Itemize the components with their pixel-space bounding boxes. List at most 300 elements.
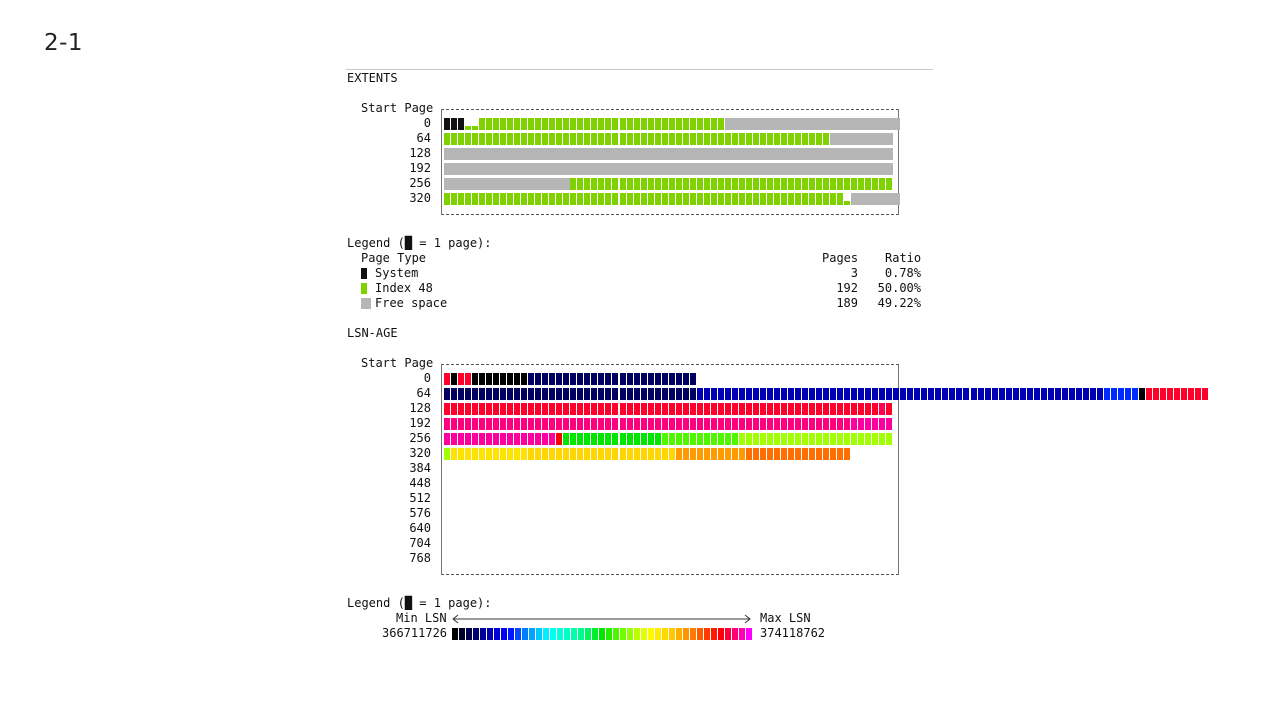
lsn-page-cell <box>816 418 822 430</box>
start-page-label: 448 <box>409 476 431 490</box>
index-page <box>795 133 801 145</box>
lsn-page-cell <box>507 418 513 430</box>
lsn-page-cell <box>886 418 892 430</box>
lsn-page-cell <box>641 433 647 445</box>
legend-item-ratio: 49.22% <box>877 296 921 310</box>
lsn-page-cell <box>802 388 808 400</box>
lsn-page-cell <box>900 388 906 400</box>
lsn-page-cell <box>458 373 464 385</box>
lsn-legend-min-label: Min LSN <box>396 611 447 625</box>
index-page <box>802 178 808 190</box>
index-page <box>577 118 583 130</box>
lsn-page-cell <box>479 388 485 400</box>
index-page <box>697 133 703 145</box>
lsn-page-cell <box>816 433 822 445</box>
index-page <box>662 193 668 205</box>
lsn-page-cell <box>816 448 822 460</box>
lsn-page-cell <box>627 388 633 400</box>
lsn-page-cell <box>542 448 548 460</box>
legend-item-pages: 192 <box>836 281 858 295</box>
lsn-page-cell <box>697 403 703 415</box>
lsn-page-cell <box>648 433 654 445</box>
lsn-page-cell <box>556 403 562 415</box>
lsn-page-cell <box>872 418 878 430</box>
lsn-page-cell <box>978 388 984 400</box>
lsn-page-cell <box>542 388 548 400</box>
lsn-page-cell <box>690 433 696 445</box>
lsn-page-cell <box>458 403 464 415</box>
index-page <box>823 193 829 205</box>
lsn-page-cell <box>549 403 555 415</box>
index-page <box>718 118 724 130</box>
index-page <box>872 178 878 190</box>
lsn-page-cell <box>795 388 801 400</box>
lsn-gradient-swatch <box>676 628 682 640</box>
lsn-page-cell <box>872 433 878 445</box>
lsn-page-cell <box>704 448 710 460</box>
index-page <box>725 193 731 205</box>
lsn-page-cell <box>851 403 857 415</box>
index-page <box>746 133 752 145</box>
index-page <box>844 178 850 190</box>
index-page <box>627 118 633 130</box>
lsn-page-cell <box>1104 388 1110 400</box>
lsn-page-cell <box>760 418 766 430</box>
lsn-gradient-swatch <box>683 628 689 640</box>
index-page <box>816 178 822 190</box>
lsn-page-cell <box>669 388 675 400</box>
lsn-page-cell <box>648 448 654 460</box>
lsn-gradient-swatch <box>620 628 626 640</box>
lsn-page-cell <box>1020 388 1026 400</box>
lsn-page-cell <box>521 448 527 460</box>
index-page <box>732 133 738 145</box>
lsn-page-cell <box>577 373 583 385</box>
lsn-page-cell <box>584 403 590 415</box>
index-page <box>634 193 640 205</box>
lsn-page-cell <box>753 433 759 445</box>
extents-legend-col-pages: Pages <box>822 251 859 265</box>
lsn-page-cell <box>444 403 450 415</box>
index-page <box>598 178 604 190</box>
lsn-page-cell <box>781 403 787 415</box>
lsn-page-cell <box>521 418 527 430</box>
index-page <box>711 193 717 205</box>
lsn-page-cell <box>620 433 626 445</box>
index-page <box>535 133 541 145</box>
lsn-page-cell <box>627 418 633 430</box>
lsn-page-cell <box>472 403 478 415</box>
lsn-page-cell <box>690 373 696 385</box>
index-page <box>816 193 822 205</box>
lsn-page-cell <box>676 403 682 415</box>
lsn-page-cell <box>683 448 689 460</box>
lsn-page-cell <box>1062 388 1068 400</box>
lsn-page-cell <box>1027 388 1033 400</box>
index-page <box>634 178 640 190</box>
index-page <box>556 193 562 205</box>
index-page <box>662 118 668 130</box>
lsn-page-cell <box>465 433 471 445</box>
lsn-page-cell <box>725 448 731 460</box>
lsn-page-cell <box>549 373 555 385</box>
lsn-page-cell <box>577 403 583 415</box>
lsn-page-cell <box>605 373 611 385</box>
lsn-page-cell <box>690 448 696 460</box>
index-page <box>816 133 822 145</box>
index-page <box>535 118 541 130</box>
lsn-page-cell <box>500 373 506 385</box>
lsn-page-cell <box>535 433 541 445</box>
lsn-page-cell <box>1202 388 1208 400</box>
lsn-page-cell <box>690 388 696 400</box>
lsn-page-cell <box>669 403 675 415</box>
lsn-page-cell <box>493 448 499 460</box>
index-page <box>627 178 633 190</box>
lsn-page-cell <box>528 403 534 415</box>
lsn-page-cell <box>1055 388 1061 400</box>
lsn-page-cell <box>949 388 955 400</box>
index-page <box>648 133 654 145</box>
lsn-gradient-swatch <box>487 628 493 640</box>
index-page <box>620 193 626 205</box>
lsn-page-cell <box>816 388 822 400</box>
index-page <box>704 133 710 145</box>
lsn-page-cell <box>465 403 471 415</box>
lsn-page-cell <box>662 403 668 415</box>
lsn-gradient-swatch <box>529 628 535 640</box>
extents-legend-col-type: Page Type <box>361 251 427 265</box>
lsn-page-cell <box>500 418 506 430</box>
lsn-page-cell <box>1041 388 1047 400</box>
lsn-page-cell <box>809 403 815 415</box>
lsn-page-cell <box>542 403 548 415</box>
lsn-page-cell <box>655 433 661 445</box>
index-page <box>718 193 724 205</box>
index-page <box>620 118 626 130</box>
lsn-page-cell <box>879 433 885 445</box>
lsn-legend-max-value: 374118762 <box>760 626 826 640</box>
lsn-page-cell <box>851 433 857 445</box>
index-page <box>444 133 450 145</box>
index-page <box>788 133 794 145</box>
lsn-page-cell <box>844 448 850 460</box>
lsn-page-cell <box>746 433 752 445</box>
lsn-page-cell <box>809 418 815 430</box>
lsn-page-cell <box>802 448 808 460</box>
index-page <box>486 193 492 205</box>
lsn-gradient-swatch <box>543 628 549 640</box>
index-page <box>753 193 759 205</box>
lsn-page-cell <box>893 388 899 400</box>
lsn-page-cell <box>697 448 703 460</box>
lsn-page-cell <box>963 388 969 400</box>
lsn-page-cell <box>760 388 766 400</box>
lsn-page-cell <box>584 418 590 430</box>
legend-item-ratio: 50.00% <box>877 281 921 295</box>
lsn-page-cell <box>472 433 478 445</box>
start-page-label: 192 <box>409 161 431 175</box>
index-page <box>563 118 569 130</box>
lsn-page-cell <box>451 388 457 400</box>
lsn-page-cell <box>655 373 661 385</box>
index-page <box>753 133 759 145</box>
lsn-gradient-swatch <box>550 628 556 640</box>
lsn-page-cell <box>704 418 710 430</box>
index-page <box>493 118 499 130</box>
lsn-page-cell <box>928 388 934 400</box>
index-page <box>718 178 724 190</box>
lsn-page-cell <box>830 418 836 430</box>
lsn-page-cell <box>1069 388 1075 400</box>
index-page <box>577 133 583 145</box>
lsn-page-cell <box>872 388 878 400</box>
index-page <box>591 193 597 205</box>
start-page-label: 704 <box>409 536 431 550</box>
lsn-gradient-swatch <box>613 628 619 640</box>
index-page <box>444 193 450 205</box>
index-page <box>556 118 562 130</box>
lsn-gradient-swatch <box>571 628 577 640</box>
lsn-page-cell <box>493 433 499 445</box>
lsn-page-cell <box>655 388 661 400</box>
lsn-page-cell <box>605 433 611 445</box>
index-page <box>605 178 611 190</box>
lsn-gradient-swatch <box>585 628 591 640</box>
lsn-page-cell <box>451 373 457 385</box>
lsn-page-cell <box>1167 388 1173 400</box>
index-page <box>591 133 597 145</box>
lsn-page-cell <box>732 418 738 430</box>
lsn-page-cell <box>718 433 724 445</box>
lsn-page-cell <box>879 418 885 430</box>
lsn-gradient-swatch <box>515 628 521 640</box>
index-page <box>683 118 689 130</box>
lsn-page-cell <box>507 448 513 460</box>
index-page <box>479 118 485 130</box>
lsn-page-cell <box>648 418 654 430</box>
lsn-page-cell <box>760 433 766 445</box>
lsn-page-cell <box>739 388 745 400</box>
lsn-page-cell <box>669 448 675 460</box>
index-page <box>739 133 745 145</box>
index-page <box>753 178 759 190</box>
lsn-page-cell <box>648 388 654 400</box>
lsn-gradient-swatch <box>578 628 584 640</box>
lsn-page-cell <box>549 388 555 400</box>
lsn-age-start-page-label: Start Page <box>361 356 434 370</box>
index-page <box>690 118 696 130</box>
index-page <box>641 178 647 190</box>
lsn-page-cell <box>598 373 604 385</box>
index-page <box>802 193 808 205</box>
index-page <box>507 193 513 205</box>
lsn-page-cell <box>458 448 464 460</box>
lsn-page-cell <box>528 433 534 445</box>
index-page <box>451 133 457 145</box>
lsn-page-cell <box>690 403 696 415</box>
lsn-page-cell <box>774 388 780 400</box>
lsn-page-cell <box>641 403 647 415</box>
index-page <box>676 133 682 145</box>
index-page <box>697 193 703 205</box>
index-page <box>823 133 829 145</box>
lsn-page-cell <box>725 388 731 400</box>
index-page <box>676 193 682 205</box>
lsn-gradient-swatch <box>641 628 647 640</box>
lsn-page-cell <box>521 388 527 400</box>
lsn-page-cell <box>620 373 626 385</box>
lsn-page-cell <box>865 418 871 430</box>
lsn-page-cell <box>486 418 492 430</box>
start-page-label: 64 <box>416 131 431 145</box>
lsn-page-cell <box>528 373 534 385</box>
lsn-page-cell <box>444 388 450 400</box>
index-page <box>774 193 780 205</box>
lsn-page-cell <box>521 373 527 385</box>
lsn-page-cell <box>1118 388 1124 400</box>
index-page <box>795 193 801 205</box>
lsn-page-cell <box>486 448 492 460</box>
lsn-page-cell <box>1146 388 1152 400</box>
lsn-page-cell <box>444 433 450 445</box>
start-page-label: 128 <box>409 401 431 415</box>
free-swatch-icon <box>361 298 371 309</box>
lsn-page-cell <box>676 388 682 400</box>
index-page <box>655 133 661 145</box>
lsn-page-cell <box>921 388 927 400</box>
lsn-page-cell <box>865 388 871 400</box>
index-page <box>641 193 647 205</box>
index-page <box>542 193 548 205</box>
lsn-page-cell <box>907 388 913 400</box>
index-page <box>809 193 815 205</box>
lsn-page-cell <box>823 388 829 400</box>
lsn-page-cell <box>479 403 485 415</box>
lsn-page-cell <box>760 403 766 415</box>
index-page <box>767 193 773 205</box>
system-page <box>444 118 450 130</box>
index-page <box>837 193 843 205</box>
lsn-page-cell <box>753 403 759 415</box>
lsn-page-cell <box>823 448 829 460</box>
lsn-page-cell <box>570 433 576 445</box>
index-page <box>507 133 513 145</box>
index-page <box>634 133 640 145</box>
lsn-page-cell <box>500 448 506 460</box>
lsn-page-cell <box>444 448 450 460</box>
index-page <box>465 193 471 205</box>
lsn-page-cell <box>1195 388 1201 400</box>
index-page <box>746 193 752 205</box>
lsn-page-cell <box>809 448 815 460</box>
index-page <box>612 133 618 145</box>
lsn-page-cell <box>795 403 801 415</box>
index-page <box>823 178 829 190</box>
lsn-page-cell <box>472 373 478 385</box>
lsn-gradient-swatch <box>557 628 563 640</box>
lsn-page-cell <box>823 418 829 430</box>
lsn-page-cell <box>662 388 668 400</box>
index-page <box>704 178 710 190</box>
lsn-page-cell <box>746 388 752 400</box>
index-page <box>676 178 682 190</box>
lsn-page-cell <box>655 418 661 430</box>
lsn-page-cell <box>634 403 640 415</box>
lsn-page-cell <box>956 388 962 400</box>
index-page <box>802 133 808 145</box>
lsn-page-cell <box>704 388 710 400</box>
lsn-page-cell <box>451 403 457 415</box>
index-page <box>662 178 668 190</box>
index-page <box>788 178 794 190</box>
lsn-page-cell <box>648 403 654 415</box>
free-space-run <box>444 178 570 190</box>
lsn-gradient-swatch <box>718 628 724 640</box>
lsn-gradient-swatch <box>690 628 696 640</box>
index-page <box>472 133 478 145</box>
index-page <box>598 193 604 205</box>
lsn-page-cell <box>641 418 647 430</box>
lsn-page-cell <box>781 388 787 400</box>
lsn-page-cell <box>795 418 801 430</box>
lsn-page-cell <box>711 448 717 460</box>
lsn-page-cell <box>577 448 583 460</box>
index-page <box>521 133 527 145</box>
lsn-page-cell <box>577 433 583 445</box>
lsn-page-cell <box>858 418 864 430</box>
index-page <box>620 178 626 190</box>
lsn-gradient-swatch <box>669 628 675 640</box>
index-page <box>627 133 633 145</box>
index-page <box>570 118 576 130</box>
index-page <box>521 193 527 205</box>
index-page <box>725 133 731 145</box>
lsn-gradient-swatch <box>634 628 640 640</box>
lsn-page-cell <box>556 418 562 430</box>
lsn-page-cell <box>711 433 717 445</box>
lsn-page-cell <box>690 418 696 430</box>
lsn-age-heading: LSN-AGE <box>347 326 398 340</box>
index-page-partial <box>844 201 850 205</box>
lsn-page-cell <box>465 373 471 385</box>
lsn-page-cell <box>746 418 752 430</box>
free-space-run <box>725 118 901 130</box>
lsn-page-cell <box>886 388 892 400</box>
index-page <box>760 133 766 145</box>
lsn-page-cell <box>725 418 731 430</box>
lsn-page-cell <box>830 433 836 445</box>
lsn-page-cell <box>739 433 745 445</box>
lsn-page-cell <box>676 433 682 445</box>
lsn-page-cell <box>760 448 766 460</box>
lsn-page-cell <box>563 403 569 415</box>
lsn-page-cell <box>458 418 464 430</box>
index-page <box>788 193 794 205</box>
lsn-page-cell <box>570 448 576 460</box>
lsn-page-cell <box>549 433 555 445</box>
lsn-page-cell <box>830 403 836 415</box>
index-page <box>795 178 801 190</box>
extents-legend-col-ratio: Ratio <box>885 251 922 265</box>
index-page <box>739 193 745 205</box>
index-page <box>570 178 576 190</box>
index-page <box>669 118 675 130</box>
index-page <box>549 193 555 205</box>
lsn-page-cell <box>648 373 654 385</box>
lsn-page-cell <box>746 448 752 460</box>
lsn-page-cell <box>1125 388 1131 400</box>
